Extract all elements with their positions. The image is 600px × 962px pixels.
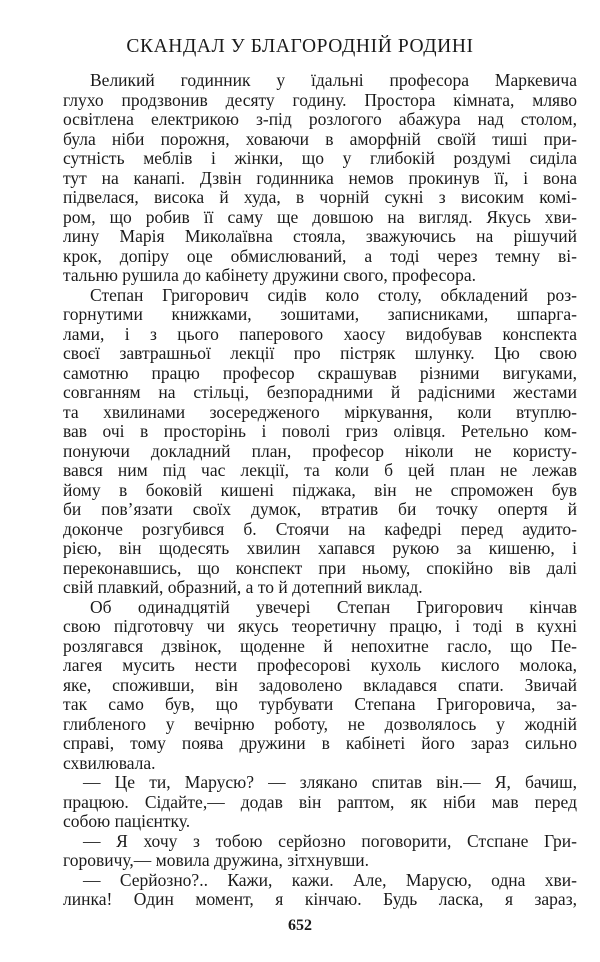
paragraph <box>63 286 577 598</box>
text-line: самотню працю професор скрашував різними вигуками, <box>63 362 577 383</box>
text-line: Степан Григорович сидів коло столу, обкладений роз- <box>90 284 577 305</box>
text-line: сутність меблів і жінки, що у глибокій роздумі сиділа <box>63 148 577 168</box>
chapter-title: СКАНДАЛ У БЛАГОРОДНІЙ РОДИНІ <box>126 36 474 57</box>
body-text <box>63 71 577 910</box>
text-line: яке, споживши, він задоволено вкладався спати. Звичай <box>63 674 577 695</box>
text-line: лагея мусить нести професорові кухоль кислого молока, <box>63 655 577 675</box>
text-line: вав очі в просторінь і поволі гриз олівця. Ретельно ком- <box>63 421 577 441</box>
paragraph <box>63 71 577 286</box>
page-number: 652 <box>288 917 312 934</box>
text-line: крок, допіру оце обмислюваний, а тоді через темну ві- <box>63 245 577 266</box>
text-line: рією, він щодесять хвилин хапався рукою за кишеню, і <box>63 538 577 558</box>
text-line: Об одинадцятій увечері Степан Григорович кінчав <box>90 596 577 617</box>
text-line: тальню рушила до кабінету дружини свого, професора. <box>63 265 476 285</box>
text-line: лину Марія Миколаївна стояла, зважуючись на рішучий <box>63 226 577 246</box>
text-line: лами, і з цього паперового хаосу видобував конспекта <box>63 323 577 344</box>
text-line: — Це ти, Марусю? — злякано спитав він.— Я, бачиш, <box>83 772 577 792</box>
text-line: горовичу,— мовила дружина, зітхнувши. <box>63 850 370 870</box>
text-line: схвилювала. <box>63 752 156 773</box>
text-line: переконавшись, що конспект при ньому, спокійно вів далі <box>63 557 577 578</box>
text-line: ром, що робив її саму ще довшою на вигляд. Якусь хви- <box>63 206 577 227</box>
paragraph <box>63 598 577 774</box>
text-line: розлягався дзвінок, щоденне й непохитне гасло, що Пе- <box>63 635 577 656</box>
text-line: би пов’язати своїх думок, втратив би точку опертя й <box>63 499 577 519</box>
text-line: підвелася, висока й худа, в чорній сукні з високим комі- <box>63 187 577 207</box>
text-line: була ніби порожня, ховаючи в аморфній своїй тиші при- <box>63 128 577 149</box>
text-line: свою підготовчу чи якусь теоретичну працю, і тоді в кухні <box>63 616 577 636</box>
dialogue-paragraph <box>63 773 577 832</box>
text-line: та хвилинами зосередженого міркування, коли втуплю- <box>63 401 577 422</box>
text-line: совганням на стільці, безпорадними й радісними жестами <box>63 382 577 402</box>
text-line: глибленого у вечірню роботу, не дозволялось у жодній <box>63 713 577 734</box>
text-line: — Я хочу з тобою серйозно поговорити, Стспане Гри- <box>83 830 577 851</box>
text-line: працюю. Сідайте,— додав він раптом, як ніби мав перед <box>63 791 577 812</box>
text-line: так само був, що турбувати Степана Григоровича, за- <box>63 694 577 714</box>
dialogue-paragraph <box>63 832 577 871</box>
text-line: горнутими книжками, зошитами, записниками, шпарга- <box>63 304 577 324</box>
text-line: своєї завтрашньої лекції про пістряк шлунку. Цю свою <box>63 343 577 363</box>
text-line: доконче розгубився б. Стоячи на кафедрі перед аудито- <box>63 518 577 539</box>
text-line: свій плавкий, образний, а то й дотепний виклад. <box>63 577 423 597</box>
text-line: глухо продзвонив десяту годину. Простора кімната, мляво <box>63 89 577 110</box>
text-line: линка! Один момент, я кінчаю. Будь ласка, я зараз, <box>63 889 577 909</box>
text-line: Великий годинник у їдальні професора Маркевича <box>90 70 577 90</box>
text-line: — Серйозно?.. Кажи, кажи. Але, Марусю, одна хви- <box>83 869 577 890</box>
text-line: вався ним під час лекції, та коли б цей план не лежав <box>63 460 577 480</box>
dialogue-paragraph <box>63 871 577 910</box>
text-line: собою пацієнтку. <box>63 811 191 831</box>
text-line: йому в боковій кишені піджака, він не спроможен був <box>63 479 577 500</box>
text-line: тут на канапі. Дзвін годинника немов прокинув її, і вона <box>63 167 577 188</box>
text-line: понуючи докладний план, професор ніколи не користу- <box>63 440 577 461</box>
text-line: освітлена електрикою з-під розлогого абажура над столом, <box>63 109 577 129</box>
text-line: справі, тому поява дружини в кабінеті його зараз сильно <box>63 733 577 753</box>
